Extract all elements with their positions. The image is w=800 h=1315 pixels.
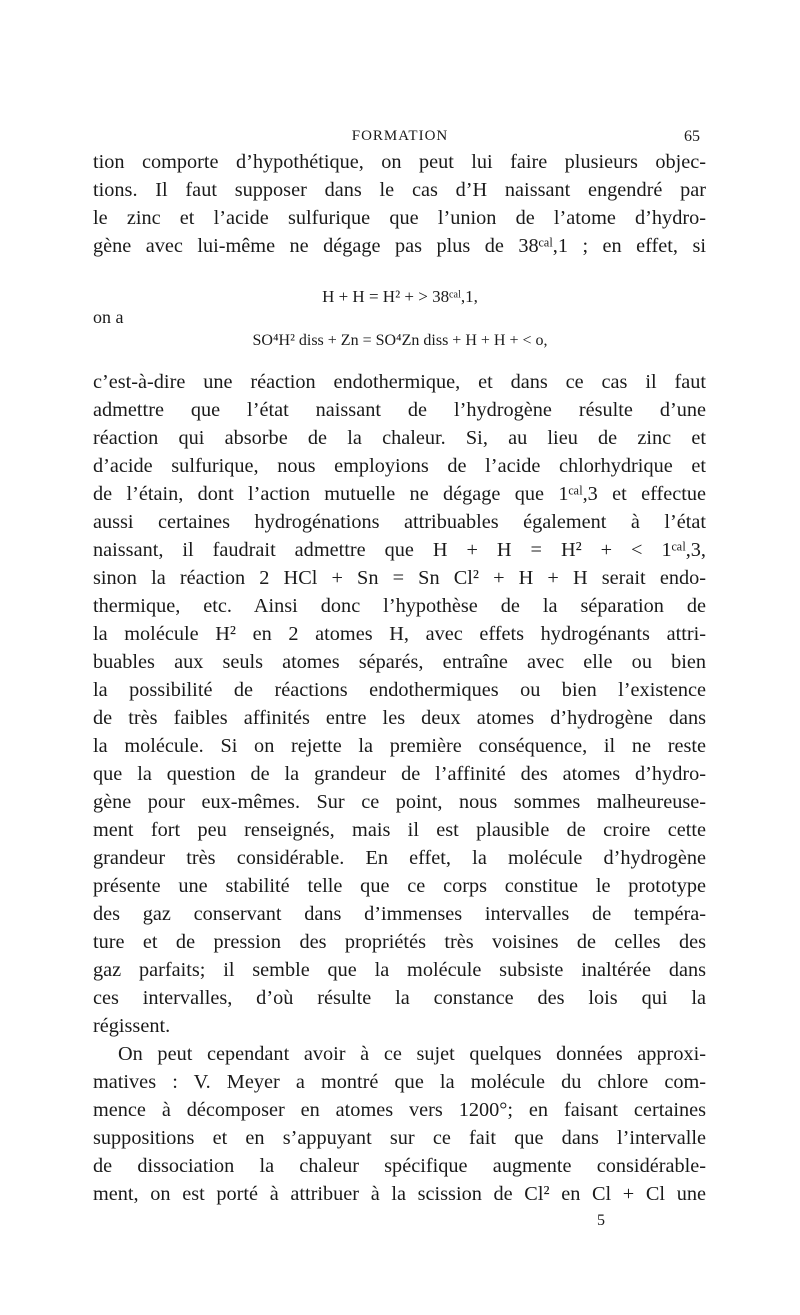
- text-line: sinon la réaction 2 HCl + Sn = Sn Cl² + H + H serait endo-: [93, 567, 706, 589]
- text-line: gaz parfaits; il semble que la molécule subsiste inaltérée dans: [93, 959, 706, 981]
- text-line: admettre que l’état naissant de l’hydrogène résulte d’une: [93, 399, 706, 421]
- text-line: gène pour eux-mêmes. Sur ce point, nous sommes malheureuse-: [93, 791, 706, 813]
- text-line: aussi certaines hydrogénations attribuables également à l’état: [93, 511, 706, 533]
- text-line: de l’étain, dont l’action mutuelle ne dégage que 1ᶜᵃˡ,3 et effectue: [93, 483, 706, 505]
- text-line: la molécule H² en 2 atomes H, avec effets hydrogénants attri-: [93, 623, 706, 645]
- equation-hydrogen: H + H = H² + > 38ᶜᵃˡ,1,: [322, 287, 478, 306]
- text-line: de très faibles affinités entre les deux atomes d’hydrogène dans: [93, 707, 706, 729]
- text-line: gène avec lui-même ne dégage pas plus de 38ᶜᵃˡ,1 ; en effet, si: [93, 235, 706, 257]
- text-line: que la question de la grandeur de l’affinité des atomes d’hydro-: [93, 763, 706, 785]
- text-line: ces intervalles, d’où résulte la constance des lois qui la: [93, 987, 706, 1009]
- text-line: présente une stabilité telle que ce corps constitue le prototype: [93, 875, 706, 897]
- text-on-a: on a: [93, 307, 124, 327]
- text-line: suppositions et en s’appuyant sur ce fait que dans l’intervalle: [93, 1127, 706, 1149]
- text-line: On peut cependant avoir à ce sujet quelques données approxi-: [118, 1043, 706, 1065]
- text-line: ment fort peu renseignés, mais il est plausible de croire cette: [93, 819, 706, 841]
- page-number: 65: [684, 128, 700, 145]
- text-line: naissant, il faudrait admettre que H + H = H² + < 1ᶜᵃˡ,3,: [93, 539, 706, 561]
- text-line: le zinc et l’acide sulfurique que l’union de l’atome d’hydro-: [93, 207, 706, 229]
- text-line: la molécule. Si on rejette la première conséquence, il ne reste: [93, 735, 706, 757]
- text-line: régissent.: [93, 1015, 171, 1037]
- text-line: grandeur très considérable. En effet, la molécule d’hydrogène: [93, 847, 706, 869]
- equation-sulfuric: SO⁴H² diss + Zn = SO⁴Zn diss + H + H + < o,: [252, 332, 548, 349]
- text-line: de dissociation la chaleur spécifique augmente considérable-: [93, 1155, 706, 1177]
- text-line: tions. Il faut supposer dans le cas d’H naissant engendré par: [93, 179, 706, 201]
- text-line: tion comporte d’hypothétique, on peut lui faire plusieurs objec-: [93, 151, 706, 173]
- text-line: des gaz conservant dans d’immenses intervalles de tempéra-: [93, 903, 706, 925]
- text-line: buables aux seuls atomes séparés, entraîne avec elle ou bien: [93, 651, 706, 673]
- running-title: FORMATION: [351, 128, 449, 144]
- text-line: c’est-à-dire une réaction endothermique, et dans ce cas il faut: [93, 371, 706, 393]
- text-line: réaction qui absorbe de la chaleur. Si, au lieu de zinc et: [93, 427, 706, 449]
- text-line: thermique, etc. Ainsi donc l’hypothèse de la séparation de: [93, 595, 706, 617]
- text-line: d’acide sulfurique, nous employions de l’acide chlorhydrique et: [93, 455, 706, 477]
- text-line: ment, on est porté à attribuer à la scission de Cl² en Cl + Cl une: [93, 1183, 706, 1205]
- text-line: ture et de pression des propriétés très voisines de celles des: [93, 931, 706, 953]
- text-line: mence à décomposer en atomes vers 1200°; en faisant certaines: [93, 1099, 706, 1121]
- signature-mark: 5: [597, 1212, 605, 1229]
- text-line: la possibilité de réactions endothermiques ou bien l’existence: [93, 679, 706, 701]
- text-line: matives : V. Meyer a montré que la molécule du chlore com-: [93, 1071, 706, 1093]
